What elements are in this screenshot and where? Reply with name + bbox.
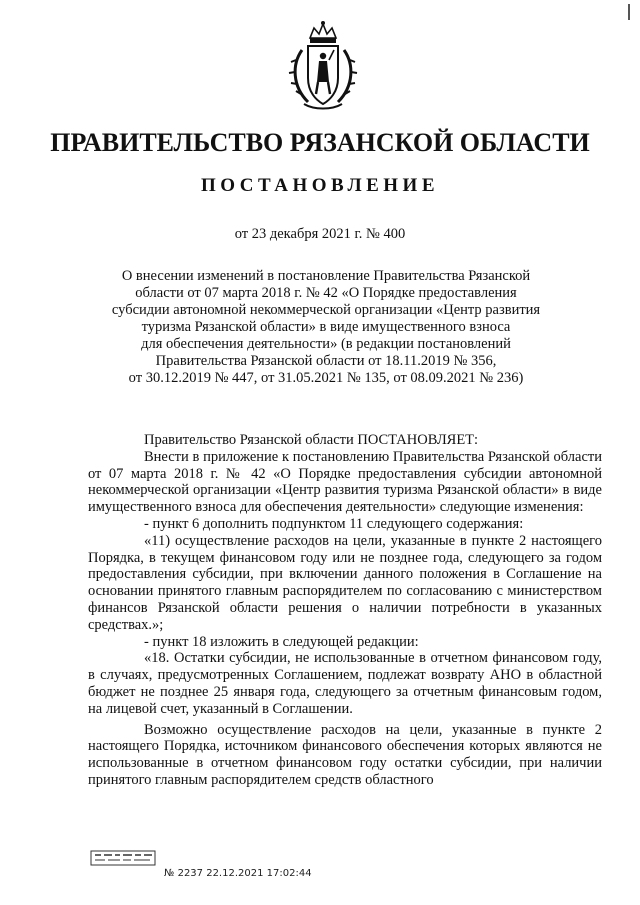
document-body <box>88 432 602 789</box>
subject-line: для обеспечения деятельности» (в редакции постановлений <box>141 336 511 352</box>
registration-stamp-text: № 2237 22.12.2021 17:02:44 <box>164 868 312 879</box>
body-paragraph-subitem-11: «11) осуществление расходов на цели, указанные в пункте 2 настоящего Порядка, в текущем финансовом году или не позднее года, следующего за годом предоставления субсидии, при включении данного положения в Соглашение на основании принятого главным распорядителем по согласованию с министерством финансов Рязанской области решения о наличии потребности в указанных средствах.»; <box>88 532 602 633</box>
body-paragraph-amendment: Внести в приложение к постановлению Правительства Рязанской области от 07 марта 2018 г. № 42 «О Порядке предоставления субсидии автономной некоммерческой организации «Центр развития туризма Рязанской области» в виде имущественного взноса для обеспечения деятельности» следующие изменения: <box>88 448 602 516</box>
body-paragraph-item-18: - пункт 18 изложить в следующей редакции: <box>144 633 419 650</box>
subject-line: О внесении изменений в постановление Правительства Рязанской <box>121 268 531 284</box>
body-paragraph-item-6: - пункт 6 дополнить подпунктом 11 следующего содержания: <box>144 515 524 532</box>
document-type: ПОСТАНОВЛЕНИЕ <box>200 175 440 196</box>
subject-line: области от 07 марта 2018 г. № 42 «О Порядке предоставления <box>135 285 517 301</box>
coat-of-arms-icon <box>288 20 358 112</box>
body-paragraph-possible-expenses: Возможно осуществление расходов на цели, указанные в пункте 2 настоящего Порядка, источником финансового обеспечения которых являются не использованные в отчетном финансовом году остатки субсидии, при наличии принятого главным распорядителем средств областного <box>88 721 602 788</box>
subject-line: туризма Рязанской области» в виде имущественного взноса <box>141 319 511 335</box>
subject-line: субсидии автономной некоммерческой организации «Центр развития <box>111 302 541 318</box>
subject-line: Правительства Рязанской области от 18.11.2019 № 356, <box>155 353 497 369</box>
document-date-number: от 23 декабря 2021 г. № 400 <box>234 226 406 242</box>
government-title: ПРАВИТЕЛЬСТВО РЯЗАНСКОЙ ОБЛАСТИ <box>50 128 590 157</box>
stamp-icon <box>90 850 156 866</box>
subject-line: от 30.12.2019 № 447, от 31.05.2021 № 135, от 08.09.2021 № 236) <box>128 370 524 386</box>
body-paragraph-clause-18: «18. Остатки субсидии, не использованные в отчетном финансовом году, в случаях, предусмотренных Соглашением, подлежат возврату АНО в областной бюджет не позднее 25 января года, следующего за отчетным финансовым годом, на лицевой счет, указанный в Соглашении. <box>88 650 602 717</box>
scan-edge-mark <box>628 4 630 20</box>
body-paragraph-resolves: Правительство Рязанской области ПОСТАНОВЛЯЕТ: <box>144 432 479 448</box>
document-subject <box>100 268 552 387</box>
